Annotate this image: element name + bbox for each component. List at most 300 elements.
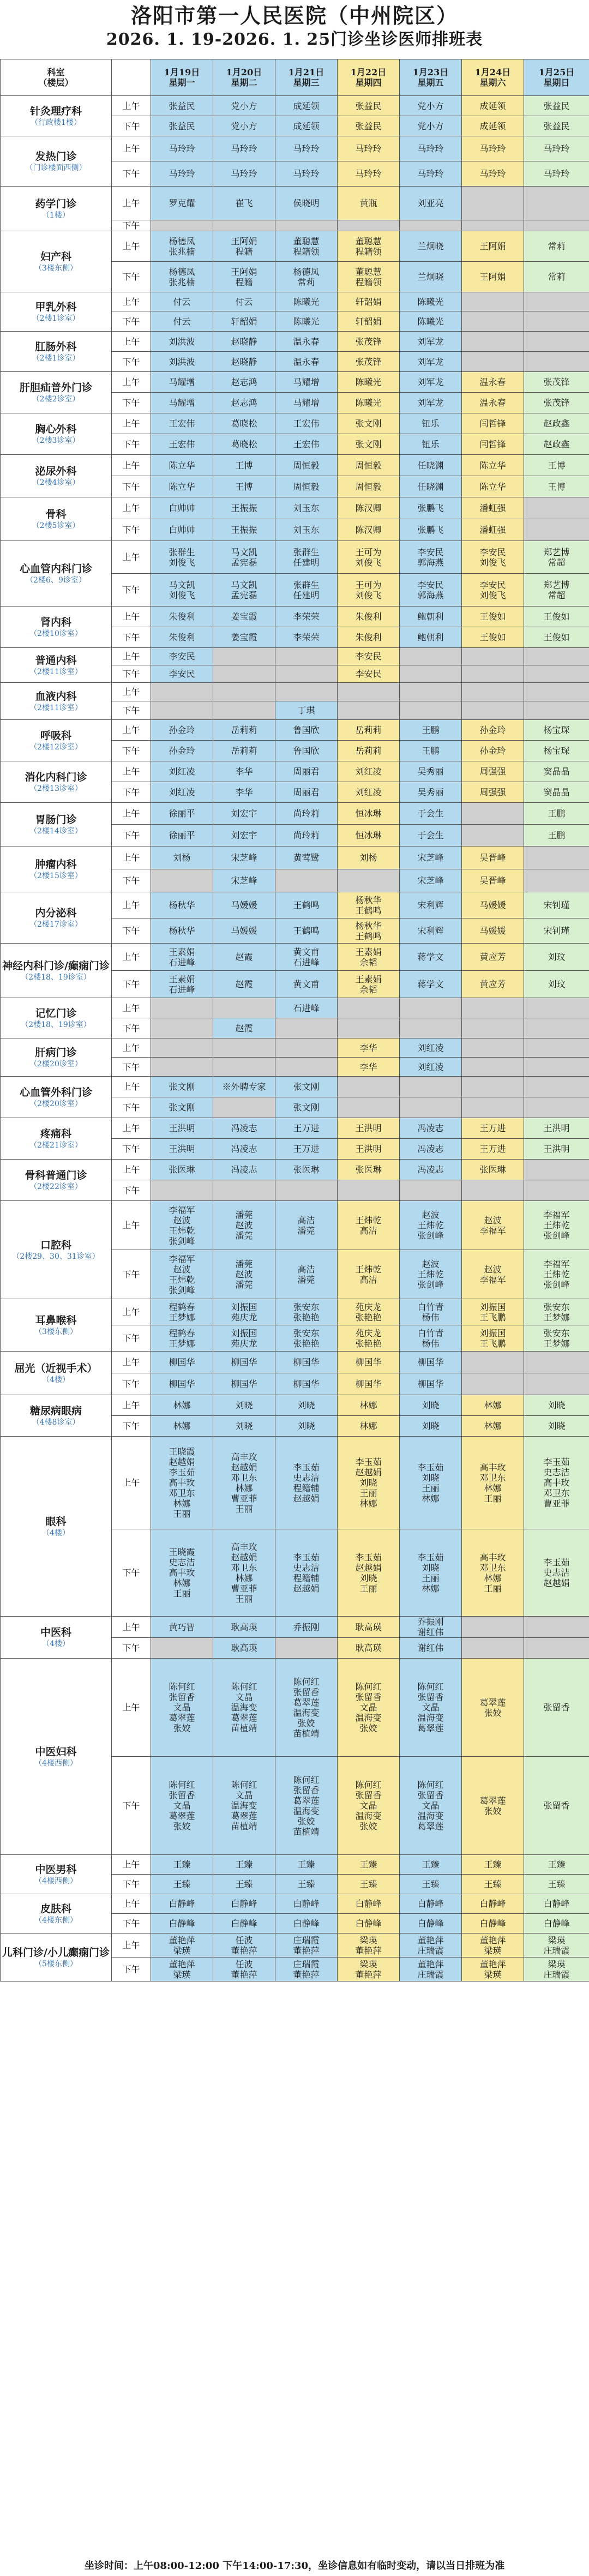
doctor-cell: 周恒毅 bbox=[275, 476, 338, 497]
doctor-cell bbox=[462, 825, 524, 846]
dept-name: 中医妇科 bbox=[35, 1745, 77, 1758]
doctor-cell: 宋芝峰 bbox=[400, 869, 462, 892]
schedule-row bbox=[1, 803, 589, 825]
morning-label: 上午 bbox=[112, 1617, 151, 1638]
doctor-cell: 尚玲莉 bbox=[275, 803, 338, 825]
header-day-6 bbox=[462, 59, 524, 96]
doctor-cell: 白静峰 bbox=[462, 1894, 524, 1914]
morning-label: 上午 bbox=[112, 1038, 151, 1058]
doctor-cell: 付云 bbox=[151, 311, 213, 332]
doctor-cell: 任晓渊 bbox=[400, 455, 462, 476]
doctor-cell bbox=[400, 220, 462, 231]
doctor-cell bbox=[400, 1077, 462, 1097]
doctor-cell: 王臻 bbox=[524, 1855, 589, 1875]
dept-room: （2楼5诊室） bbox=[32, 521, 80, 530]
doctor-cell: 宋利辉 bbox=[400, 918, 462, 944]
doctor-cell: 于会生 bbox=[400, 803, 462, 825]
doctor-cell: 董艳萍 庄瑞霞 bbox=[400, 1957, 462, 1981]
doctor-cell: 冯凌志 bbox=[400, 1139, 462, 1160]
dept-cell bbox=[1, 497, 112, 541]
doctor-cell bbox=[151, 1180, 213, 1201]
doctor-cell: 白静峰 bbox=[213, 1894, 275, 1914]
doctor-cell: 马玲玲 bbox=[524, 136, 589, 161]
doctor-cell bbox=[462, 332, 524, 352]
doctor-cell: 任波 董艳萍 bbox=[213, 1933, 275, 1957]
afternoon-label: 下午 bbox=[112, 1957, 151, 1981]
doctor-cell bbox=[524, 1077, 589, 1097]
doctor-cell: 王鹏 bbox=[400, 741, 462, 761]
doctor-cell: 于会生 bbox=[400, 825, 462, 846]
dept-room: （3楼东侧） bbox=[34, 263, 77, 273]
doctor-cell: 赵志鸿 bbox=[213, 372, 275, 393]
schedule-row bbox=[1, 136, 589, 161]
doctor-cell: 李玉茹 赵越娟 刘晓 王丽 bbox=[338, 1529, 400, 1617]
doctor-cell: 王洪明 bbox=[338, 1118, 400, 1139]
doctor-cell: 陈汉卿 bbox=[338, 497, 400, 519]
doctor-cell: 张安东 张艳艳 bbox=[275, 1299, 338, 1325]
doctor-cell: 高洁 潘莞 bbox=[275, 1250, 338, 1299]
afternoon-label: 下午 bbox=[112, 1757, 151, 1855]
doctor-cell: 李华 bbox=[338, 1038, 400, 1058]
doctor-cell: 兰炯晓 bbox=[400, 231, 462, 262]
doctor-cell: 张医琳 bbox=[275, 1160, 338, 1180]
afternoon-label: 下午 bbox=[112, 519, 151, 541]
doctor-cell: 李福军 赵波 王炜乾 张剑峰 bbox=[151, 1201, 213, 1250]
doctor-cell: 耿高瑛 bbox=[213, 1617, 275, 1638]
doctor-cell bbox=[338, 701, 400, 720]
doctor-cell bbox=[400, 701, 462, 720]
doctor-cell: 潘虹强 bbox=[462, 497, 524, 519]
doctor-cell: 吴秀丽 bbox=[400, 761, 462, 782]
dept-room: （2楼12诊室） bbox=[29, 742, 82, 752]
doctor-cell: 温永春 bbox=[275, 332, 338, 352]
header-weekday: 星期四 bbox=[355, 77, 382, 88]
doctor-cell: 董艳萍 梁瑛 bbox=[151, 1933, 213, 1957]
doctor-cell: 恒冰琳 bbox=[338, 803, 400, 825]
dept-room: （4楼） bbox=[42, 1528, 70, 1538]
dept-name: 皮肤科 bbox=[40, 1902, 71, 1915]
dept-name: 疼痛科 bbox=[40, 1127, 71, 1140]
afternoon-label: 下午 bbox=[112, 1416, 151, 1437]
dept-cell bbox=[1, 1077, 112, 1118]
doctor-cell: 刘晓 bbox=[524, 1416, 589, 1437]
afternoon-label: 下午 bbox=[112, 116, 151, 136]
schedule-row bbox=[1, 231, 589, 262]
page-footer: 坐诊时间：上午08:00-12:00 下午14:00-17:30，坐诊信息如有临时变动，请以当日排班为准 bbox=[84, 2560, 505, 2572]
doctor-cell bbox=[524, 1638, 589, 1659]
schedule-row bbox=[1, 1659, 589, 1757]
schedule-row bbox=[1, 720, 589, 741]
doctor-cell: 宋钊瑾 bbox=[524, 918, 589, 944]
morning-label: 上午 bbox=[112, 1077, 151, 1097]
morning-label: 上午 bbox=[112, 1160, 151, 1180]
doctor-cell: 苑庆龙 张艳艳 bbox=[338, 1325, 400, 1352]
doctor-cell: 陈汉卿 bbox=[338, 519, 400, 541]
dept-name: 骨科普通门诊 bbox=[25, 1169, 87, 1181]
doctor-cell: 程鹤春 王梦娜 bbox=[151, 1299, 213, 1325]
dept-name: 甲乳外科 bbox=[35, 301, 77, 313]
doctor-cell bbox=[151, 998, 213, 1018]
doctor-cell: 白静峰 bbox=[275, 1894, 338, 1914]
doctor-cell: 陈曦光 bbox=[400, 311, 462, 332]
doctor-cell: 刘军龙 bbox=[400, 393, 462, 413]
doctor-cell: 高丰玫 赵越娟 邓卫东 林娜 曹亚菲 王丽 bbox=[213, 1437, 275, 1529]
doctor-cell: 陈何红 张留香 文晶 温海变 葛翠莲 bbox=[400, 1659, 462, 1757]
doctor-cell: 岳莉莉 bbox=[213, 720, 275, 741]
doctor-cell bbox=[151, 220, 213, 231]
schedule-row bbox=[1, 1118, 589, 1139]
doctor-cell: 张安东 王梦娜 bbox=[524, 1325, 589, 1352]
doctor-cell: 马媛媛 bbox=[213, 918, 275, 944]
dept-room: （4楼） bbox=[42, 1640, 70, 1648]
doctor-cell bbox=[462, 1617, 524, 1638]
dept-name: 中医男科 bbox=[35, 1863, 77, 1876]
doctor-cell: 白静峰 bbox=[400, 1894, 462, 1914]
morning-label: 上午 bbox=[112, 332, 151, 352]
morning-label: 上午 bbox=[112, 1299, 151, 1325]
doctor-cell: 王振振 bbox=[213, 497, 275, 519]
doctor-cell: 郑艺博 常超 bbox=[524, 574, 589, 607]
doctor-cell: 高丰玫 邓卫东 林娜 王丽 bbox=[462, 1529, 524, 1617]
dept-name: 胸心外科 bbox=[35, 423, 77, 435]
doctor-cell: 刘晓 bbox=[275, 1395, 338, 1416]
doctor-cell: 宋利辉 bbox=[400, 892, 462, 918]
doctor-cell: 白静峰 bbox=[151, 1894, 213, 1914]
doctor-cell: 王俊如 bbox=[462, 627, 524, 648]
doctor-cell bbox=[524, 187, 589, 220]
doctor-cell: 王素娟 余韬 bbox=[338, 944, 400, 971]
dept-name: 针灸理疗科 bbox=[29, 105, 82, 117]
doctor-cell: 王鹏 bbox=[400, 720, 462, 741]
doctor-cell: 轩韶娟 bbox=[338, 292, 400, 311]
dept-name: 神经内科门诊/癫痫门诊 bbox=[2, 959, 110, 972]
dept-cell bbox=[1, 1201, 112, 1299]
schedule-row bbox=[1, 892, 589, 918]
schedule-row bbox=[1, 1933, 589, 1957]
doctor-cell: 马玲玲 bbox=[275, 136, 338, 161]
doctor-cell: 刘玟 bbox=[524, 944, 589, 971]
schedule-row bbox=[1, 1894, 589, 1914]
doctor-cell bbox=[275, 648, 338, 665]
doctor-cell bbox=[524, 683, 589, 701]
afternoon-label: 下午 bbox=[112, 574, 151, 607]
dept-cell bbox=[1, 1395, 112, 1437]
doctor-cell bbox=[275, 683, 338, 701]
schedule-table bbox=[0, 59, 589, 1981]
doctor-cell: 张医琳 bbox=[462, 1160, 524, 1180]
doctor-cell: 潘莞 赵波 潘莞 bbox=[213, 1201, 275, 1250]
doctor-cell: 马文凯 孟宪磊 bbox=[213, 574, 275, 607]
doctor-cell: 马玲玲 bbox=[338, 161, 400, 187]
header-date: 1月24日 bbox=[474, 67, 511, 77]
doctor-cell: 周恒毅 bbox=[338, 476, 400, 497]
doctor-cell: 朱俊利 bbox=[151, 607, 213, 627]
doctor-cell: 王万进 bbox=[462, 1139, 524, 1160]
doctor-cell: 温永春 bbox=[462, 393, 524, 413]
doctor-cell: 岳莉莉 bbox=[213, 741, 275, 761]
doctor-cell: 李玉茹 史志洁 高丰玫 邓卫东 曹亚菲 bbox=[524, 1437, 589, 1529]
morning-label: 上午 bbox=[112, 455, 151, 476]
doctor-cell: 黄应芳 bbox=[462, 944, 524, 971]
doctor-cell: 刘洪波 bbox=[151, 352, 213, 372]
dept-name: 记忆门诊 bbox=[35, 1007, 77, 1019]
doctor-cell: 杨德凤 张兆楠 bbox=[151, 262, 213, 292]
doctor-cell bbox=[213, 665, 275, 683]
schedule-row bbox=[1, 1201, 589, 1250]
header-dept-label: 科室 bbox=[47, 67, 65, 77]
afternoon-label: 下午 bbox=[112, 1250, 151, 1299]
doctor-cell: 董聪慧 程籍领 bbox=[338, 262, 400, 292]
doctor-cell: 张鹏飞 bbox=[400, 519, 462, 541]
doctor-cell: 刘振国 苑庆龙 bbox=[213, 1325, 275, 1352]
doctor-cell: 白静峰 bbox=[400, 1914, 462, 1933]
dept-cell bbox=[1, 1617, 112, 1659]
doctor-cell: 姜宝霞 bbox=[213, 607, 275, 627]
dept-cell bbox=[1, 136, 112, 187]
dept-room: （门诊楼面西侧） bbox=[25, 163, 87, 172]
doctor-cell: 陈立华 bbox=[462, 476, 524, 497]
doctor-cell: 赵霞 bbox=[213, 1018, 275, 1038]
dept-room: （4楼东侧） bbox=[34, 1916, 77, 1925]
doctor-cell: 刘军龙 bbox=[400, 352, 462, 372]
doctor-cell: 冯凌志 bbox=[400, 1160, 462, 1180]
header-dept-cell bbox=[1, 59, 112, 96]
doctor-cell bbox=[400, 683, 462, 701]
doctor-cell: 王臻 bbox=[151, 1875, 213, 1894]
morning-label: 上午 bbox=[112, 720, 151, 741]
header-date: 1月19日 bbox=[164, 67, 200, 77]
doctor-cell: 钮乐 bbox=[400, 434, 462, 455]
afternoon-label: 下午 bbox=[112, 665, 151, 683]
doctor-cell bbox=[275, 1180, 338, 1201]
doctor-cell: 刘晓 bbox=[400, 1416, 462, 1437]
doctor-cell bbox=[462, 352, 524, 372]
schedule-row bbox=[1, 292, 589, 311]
doctor-cell: 王鹏 bbox=[524, 825, 589, 846]
doctor-cell: 朱俊利 bbox=[338, 607, 400, 627]
header-date: 1月21日 bbox=[288, 67, 324, 77]
dept-cell bbox=[1, 944, 112, 998]
doctor-cell: 张文刚 bbox=[275, 1097, 338, 1118]
doctor-cell: 王阿娟 bbox=[462, 231, 524, 262]
doctor-cell: 丁琪 bbox=[275, 701, 338, 720]
afternoon-label: 下午 bbox=[112, 741, 151, 761]
morning-label: 上午 bbox=[112, 1437, 151, 1529]
doctor-cell: 刘杨 bbox=[151, 846, 213, 869]
doctor-cell: 张茂锋 bbox=[524, 393, 589, 413]
doctor-cell: 张文刚 bbox=[338, 434, 400, 455]
doctor-cell: 陈曦光 bbox=[338, 393, 400, 413]
dept-cell bbox=[1, 1659, 112, 1855]
doctor-cell: 刘晓 bbox=[213, 1416, 275, 1437]
doctor-cell: 耿高瑛 bbox=[338, 1617, 400, 1638]
doctor-cell: 鲍朝利 bbox=[400, 607, 462, 627]
doctor-cell: 董艳萍 梁瑛 bbox=[151, 1957, 213, 1981]
dept-room: （4楼8诊室） bbox=[32, 1418, 80, 1427]
afternoon-label: 下午 bbox=[112, 1638, 151, 1659]
doctor-cell bbox=[462, 1638, 524, 1659]
doctor-cell bbox=[462, 1077, 524, 1097]
header-weekday: 星期五 bbox=[417, 77, 444, 88]
afternoon-label: 下午 bbox=[112, 1180, 151, 1201]
doctor-cell: 周恒毅 bbox=[275, 455, 338, 476]
afternoon-label: 下午 bbox=[112, 782, 151, 803]
morning-label: 上午 bbox=[112, 1855, 151, 1875]
doctor-cell: 马玲玲 bbox=[400, 136, 462, 161]
doctor-cell: 马文凯 刘俊飞 bbox=[151, 574, 213, 607]
doctor-cell: 刘玉东 bbox=[275, 497, 338, 519]
schedule-row bbox=[1, 1395, 589, 1416]
afternoon-label: 下午 bbox=[112, 701, 151, 720]
doctor-cell: 李安民 郭海燕 bbox=[400, 574, 462, 607]
doctor-cell: 张安东 张艳艳 bbox=[275, 1325, 338, 1352]
doctor-cell bbox=[213, 1058, 275, 1077]
doctor-cell bbox=[462, 1058, 524, 1077]
dept-room: （2楼29、30、31诊室） bbox=[12, 1252, 100, 1261]
doctor-cell: 党小方 bbox=[400, 116, 462, 136]
doctor-cell bbox=[524, 220, 589, 231]
doctor-cell: 高丰玫 赵越娟 邓卫东 林娜 曹亚菲 王丽 bbox=[213, 1529, 275, 1617]
dept-cell bbox=[1, 1855, 112, 1894]
doctor-cell: 白静峰 bbox=[338, 1914, 400, 1933]
doctor-cell bbox=[213, 701, 275, 720]
doctor-cell: 马玲玲 bbox=[524, 161, 589, 187]
doctor-cell: 张益民 bbox=[524, 116, 589, 136]
doctor-cell: 陈何红 张留香 葛翠莲 温海变 张姣 苗植靖 bbox=[275, 1757, 338, 1855]
doctor-cell: 王宏伟 bbox=[275, 434, 338, 455]
dept-cell bbox=[1, 846, 112, 892]
doctor-cell: 成延领 bbox=[462, 96, 524, 116]
dept-name: 骨科 bbox=[45, 508, 67, 520]
schedule-row bbox=[1, 413, 589, 434]
doctor-cell: 王阿娟 程籍 bbox=[213, 231, 275, 262]
doctor-cell: 董艳萍 梁瑛 bbox=[462, 1933, 524, 1957]
doctor-cell: 姜宝霞 bbox=[213, 627, 275, 648]
doctor-cell: 张文刚 bbox=[338, 413, 400, 434]
doctor-cell: 周强强 bbox=[462, 761, 524, 782]
morning-label: 上午 bbox=[112, 413, 151, 434]
doctor-cell bbox=[524, 1373, 589, 1395]
doctor-cell: 王万进 bbox=[275, 1118, 338, 1139]
afternoon-label: 下午 bbox=[112, 971, 151, 998]
doctor-cell: 梁瑛 董艳萍 bbox=[338, 1933, 400, 1957]
doctor-cell: 马玲玲 bbox=[462, 161, 524, 187]
doctor-cell: 孙金玲 bbox=[151, 741, 213, 761]
dept-room: （2楼4诊室） bbox=[32, 478, 80, 487]
doctor-cell: 周丽君 bbox=[275, 782, 338, 803]
doctor-cell: 刘宏宇 bbox=[213, 803, 275, 825]
doctor-cell: 李华 bbox=[213, 761, 275, 782]
doctor-cell: 赵政鑫 bbox=[524, 434, 589, 455]
doctor-cell bbox=[151, 1638, 213, 1659]
dept-name: 口腔科 bbox=[40, 1239, 71, 1251]
doctor-cell: 李福军 王炜乾 张剑峰 bbox=[524, 1201, 589, 1250]
page-header bbox=[0, 0, 589, 55]
schedule-row bbox=[1, 332, 589, 352]
morning-label: 上午 bbox=[112, 1933, 151, 1957]
doctor-cell: 董聪慧 程籍领 bbox=[275, 231, 338, 262]
dept-room: （2楼17诊室） bbox=[29, 920, 82, 929]
schedule-body bbox=[1, 96, 589, 1981]
doctor-cell bbox=[151, 1058, 213, 1077]
doctor-cell: 程鹤春 王梦娜 bbox=[151, 1325, 213, 1352]
dept-cell bbox=[1, 231, 112, 292]
dept-room: （2楼2诊室） bbox=[32, 394, 80, 404]
doctor-cell bbox=[400, 648, 462, 665]
doctor-cell: 李华 bbox=[338, 1058, 400, 1077]
doctor-cell: 刘振国 苑庆龙 bbox=[213, 1299, 275, 1325]
doctor-cell bbox=[400, 1097, 462, 1118]
doctor-cell: 张茂锋 bbox=[338, 352, 400, 372]
doctor-cell: 赵晓静 bbox=[213, 352, 275, 372]
afternoon-label: 下午 bbox=[112, 1875, 151, 1894]
doctor-cell: 张益民 bbox=[151, 116, 213, 136]
doctor-cell: 赵霞 bbox=[213, 944, 275, 971]
afternoon-label: 下午 bbox=[112, 311, 151, 332]
doctor-cell: 张留香 bbox=[524, 1757, 589, 1855]
doctor-cell: 蒋学文 bbox=[400, 971, 462, 998]
doctor-cell bbox=[524, 869, 589, 892]
doctor-cell: 杨德凤 常莉 bbox=[275, 262, 338, 292]
doctor-cell: 王宏伟 bbox=[275, 413, 338, 434]
doctor-cell: 闫哲锋 bbox=[462, 413, 524, 434]
doctor-cell: 王博 bbox=[213, 455, 275, 476]
doctor-cell: 李玉茹 刘晓 王丽 林娜 bbox=[400, 1529, 462, 1617]
doctor-cell bbox=[524, 998, 589, 1018]
dept-name: 耳鼻喉科 bbox=[35, 1314, 77, 1326]
doctor-cell: 赵霞 bbox=[213, 971, 275, 998]
morning-label: 上午 bbox=[112, 136, 151, 161]
doctor-cell bbox=[338, 869, 400, 892]
doctor-cell: 马玲玲 bbox=[275, 161, 338, 187]
doctor-cell: 林娜 bbox=[338, 1416, 400, 1437]
afternoon-label: 下午 bbox=[112, 1018, 151, 1038]
schedule-row bbox=[1, 1038, 589, 1058]
doctor-cell: 石进峰 bbox=[275, 998, 338, 1018]
doctor-cell: 张益民 bbox=[524, 96, 589, 116]
dept-room: （2楼22诊室） bbox=[29, 1182, 82, 1191]
schedule-row bbox=[1, 1617, 589, 1638]
doctor-cell: 王鹏 bbox=[524, 803, 589, 825]
doctor-cell: 王洪明 bbox=[524, 1118, 589, 1139]
doctor-cell: 林娜 bbox=[338, 1395, 400, 1416]
doctor-cell: 李安民 刘俊飞 bbox=[462, 574, 524, 607]
doctor-cell: 梁瑛 董艳萍 bbox=[338, 1957, 400, 1981]
doctor-cell: 王炜乾 高洁 bbox=[338, 1250, 400, 1299]
dept-room: （2楼18、19诊室） bbox=[21, 972, 91, 982]
doctor-cell: 付云 bbox=[213, 292, 275, 311]
doctor-cell: 白静峰 bbox=[524, 1894, 589, 1914]
morning-label: 上午 bbox=[112, 683, 151, 701]
doctor-cell: 苑庆龙 张艳艳 bbox=[338, 1299, 400, 1325]
doctor-cell: 刘红凌 bbox=[338, 782, 400, 803]
doctor-cell: 白静峰 bbox=[462, 1914, 524, 1933]
doctor-cell: 李荣荣 bbox=[275, 627, 338, 648]
dept-cell bbox=[1, 1352, 112, 1395]
doctor-cell: 尚玲莉 bbox=[275, 825, 338, 846]
header-day-3 bbox=[275, 59, 338, 96]
morning-label: 上午 bbox=[112, 1894, 151, 1914]
afternoon-label: 下午 bbox=[112, 1373, 151, 1395]
dept-cell bbox=[1, 648, 112, 683]
dept-room: （1楼） bbox=[42, 211, 70, 220]
doctor-cell bbox=[275, 1638, 338, 1659]
dept-cell bbox=[1, 372, 112, 413]
doctor-cell: 黄文甫 石进峰 bbox=[275, 944, 338, 971]
doctor-cell: 李玉茹 刘晓 王丽 林娜 bbox=[400, 1437, 462, 1529]
doctor-cell: 赵志鸿 bbox=[213, 393, 275, 413]
doctor-cell bbox=[275, 665, 338, 683]
